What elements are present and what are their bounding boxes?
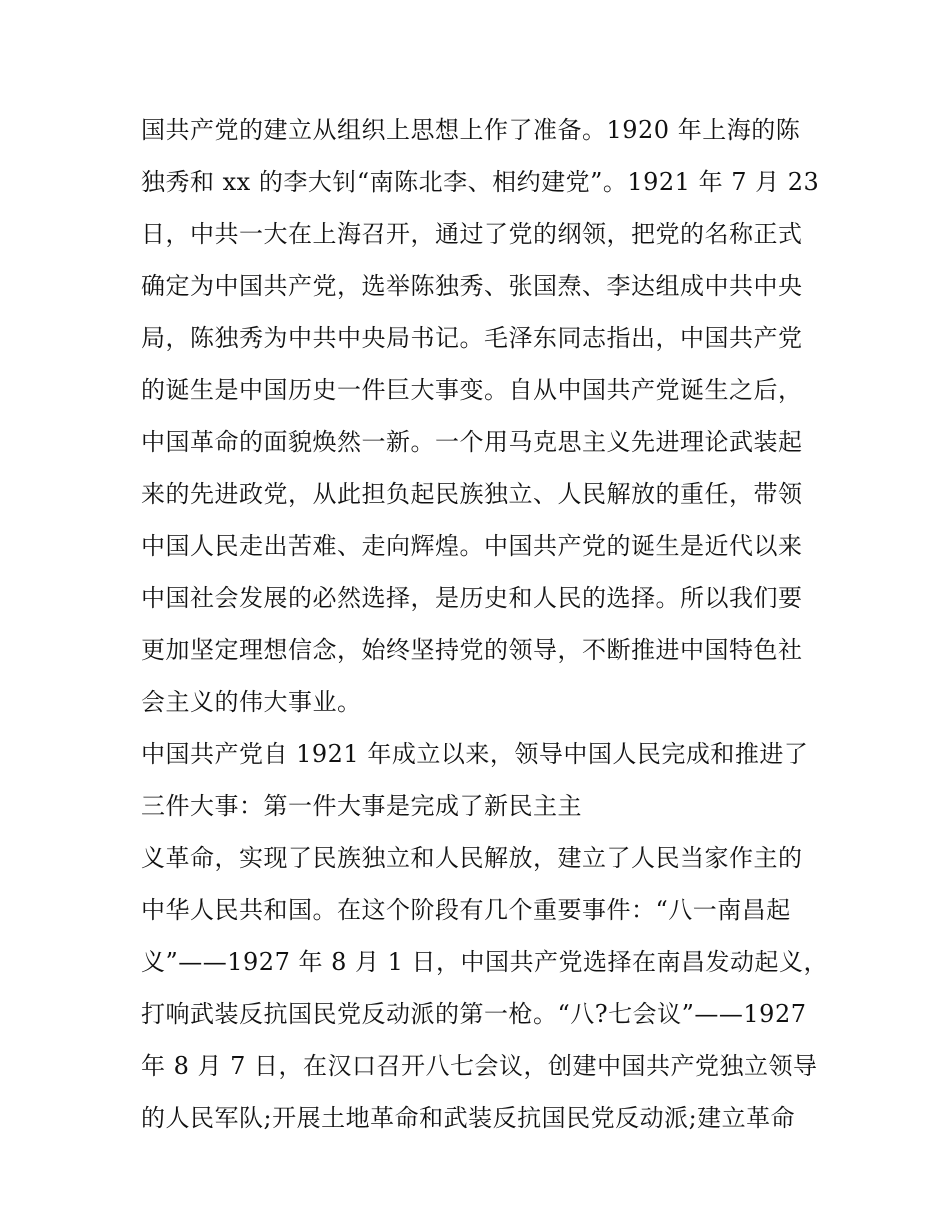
- text-line: 国共产党的建立从组织上思想上作了准备。1920 年上海的陈: [141, 116, 801, 144]
- text-line: 年 8 月 7 日，在汉口召开八七会议，创建中国共产党独立领导: [141, 1052, 818, 1080]
- text-line: 来的先进政党，从此担负起民族独立、人民解放的重任，带领: [141, 480, 803, 508]
- text-line: 中国革命的面貌焕然一新。一个用马克思主义先进理论武装起: [141, 428, 803, 456]
- text-line: 日，中共一大在上海召开，通过了党的纲领，把党的名称正式: [141, 220, 803, 248]
- text-line: 中国人民走出苦难、走向辉煌。中国共产党的诞生是近代以来: [141, 532, 803, 560]
- text-line: 局，陈独秀为中共中央局书记。毛泽东同志指出，中国共产党: [141, 324, 803, 352]
- text-line: 打响武装反抗国民党反动派的第一枪。“八?七会议”——1927: [141, 1000, 807, 1028]
- text-line: 确定为中国共产党，选举陈独秀、张国焘、李达组成中共中央: [141, 272, 803, 300]
- text-line: 义”——1927 年 8 月 1 日，中国共产党选择在南昌发动起义，: [141, 948, 829, 976]
- body-text: [141, 104, 829, 1144]
- text-line: 的人民军队;开展土地革命和武装反抗国民党反动派;建立革命: [141, 1104, 796, 1132]
- text-line: 的诞生是中国历史一件巨大事变。自从中国共产党诞生之后，: [141, 376, 803, 404]
- text-line: 三件大事：第一件大事是完成了新民主主: [141, 792, 582, 820]
- text-line: 中国共产党自 1921 年成立以来，领导中国人民完成和推进了: [141, 740, 809, 768]
- text-line: 会主义的伟大事业。: [141, 688, 362, 716]
- text-line: 中华人民共和国。在这个阶段有几个重要事件：“八一南昌起: [141, 896, 791, 924]
- text-line: 中国社会发展的必然选择，是历史和人民的选择。所以我们要: [141, 584, 803, 612]
- text-line: 独秀和 xx 的李大钊“南陈北李、相约建党”。1921 年 7 月 23: [141, 168, 820, 196]
- text-line: 义革命，实现了民族独立和人民解放，建立了人民当家作主的: [141, 844, 803, 872]
- text-line: 更加坚定理想信念，始终坚持党的领导，不断推进中国特色社: [141, 636, 803, 664]
